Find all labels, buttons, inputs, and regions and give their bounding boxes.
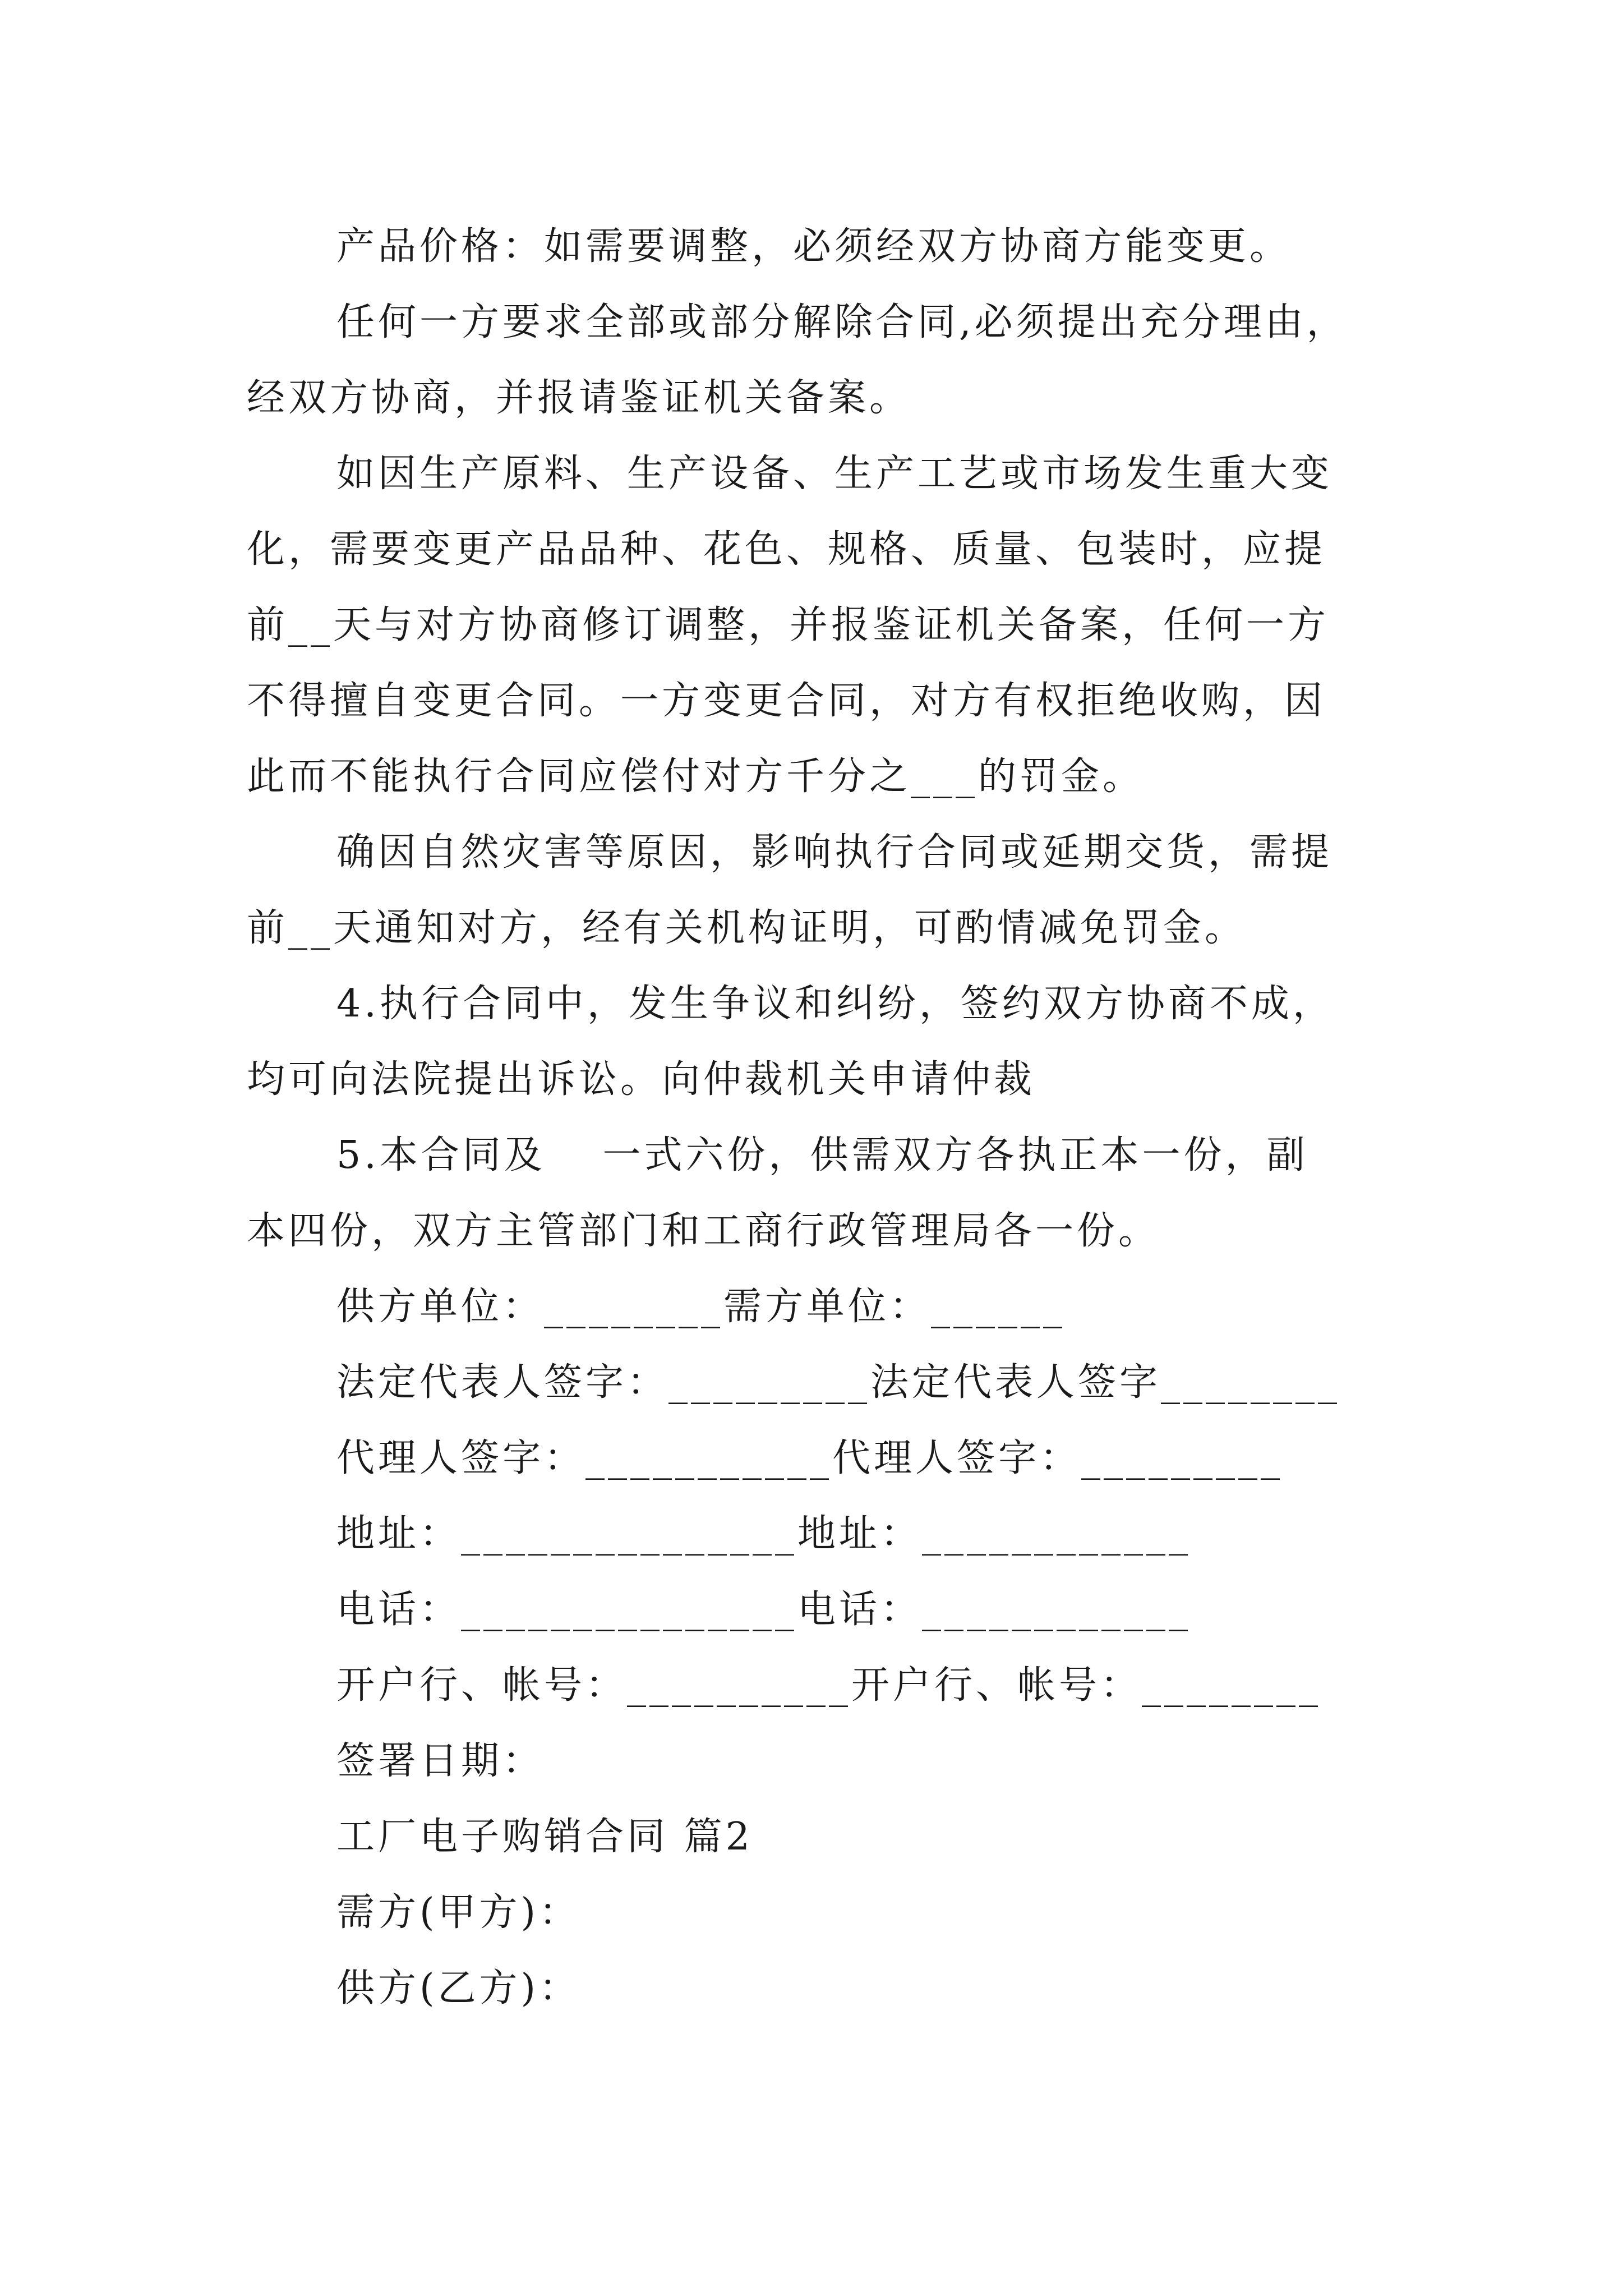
signature-field-line: 地址：_______________地址：____________ (336, 1512, 1192, 1556)
signature-date-line: 签署日期： (336, 1739, 545, 1783)
paragraph-line: 前__天通知对方，经有关机构证明，可酌情减免罚金。 (247, 906, 1247, 950)
signature-field-line: 代理人签字：___________代理人签字：_________ (336, 1436, 1284, 1480)
paragraph-line: 化，需要变更产品品种、花色、规格、质量、包装时，应提 (247, 527, 1326, 572)
signature-field-line: 供方单位：________需方单位：______ (336, 1285, 1066, 1329)
paragraph-line: 本四份，双方主管部门和工商行政管理局各一份。 (247, 1209, 1160, 1253)
signature-field-line: 法定代表人签字：_________法定代表人签字________ (336, 1360, 1341, 1405)
paragraph-line: 经双方协商，并报请鉴证机关备案。 (247, 376, 911, 420)
paragraph-line: 此而不能执行合同应偿付对方千分之___的罚金。 (247, 754, 1145, 799)
paragraph-line: 前__天与对方协商修订调整，并报鉴证机关备案，任何一方 (247, 603, 1330, 647)
party-line: 需方(甲方)： (336, 1890, 581, 1935)
paragraph-line: 不得擅自变更合同。一方变更合同，对方有权拒绝收购，因 (247, 679, 1326, 723)
signature-field-line: 电话：_______________电话：____________ (336, 1588, 1192, 1632)
paragraph-line: 产品价格：如需要调整，必须经双方协商方能变更。 (336, 224, 1292, 269)
signature-field-line: 开户行、帐号：__________开户行、帐号：________ (336, 1663, 1322, 1708)
paragraph-line: 均可向法院提出诉讼。向仲裁机关申请仲裁 (247, 1057, 1036, 1102)
paragraph-line: 如因生产原料、生产设备、生产工艺或市场发生重大变 (336, 452, 1333, 496)
paragraph-line: 4.执行合同中，发生争议和纠纷，签约双方协商不成， (336, 982, 1334, 1026)
section-heading: 工厂电子购销合同 篇2 (336, 1815, 753, 1859)
party-line: 供方(乙方)： (336, 1966, 581, 2010)
paragraph-line: 确因自然灾害等原因，影响执行合同或延期交货，需提 (336, 830, 1333, 875)
paragraph-line: 5.本合同及 一式六份，供需双方各执正本一份，副 (336, 1133, 1308, 1177)
paragraph-line: 任何一方要求全部或部分解除合同,必须提出充分理由， (336, 300, 1348, 344)
